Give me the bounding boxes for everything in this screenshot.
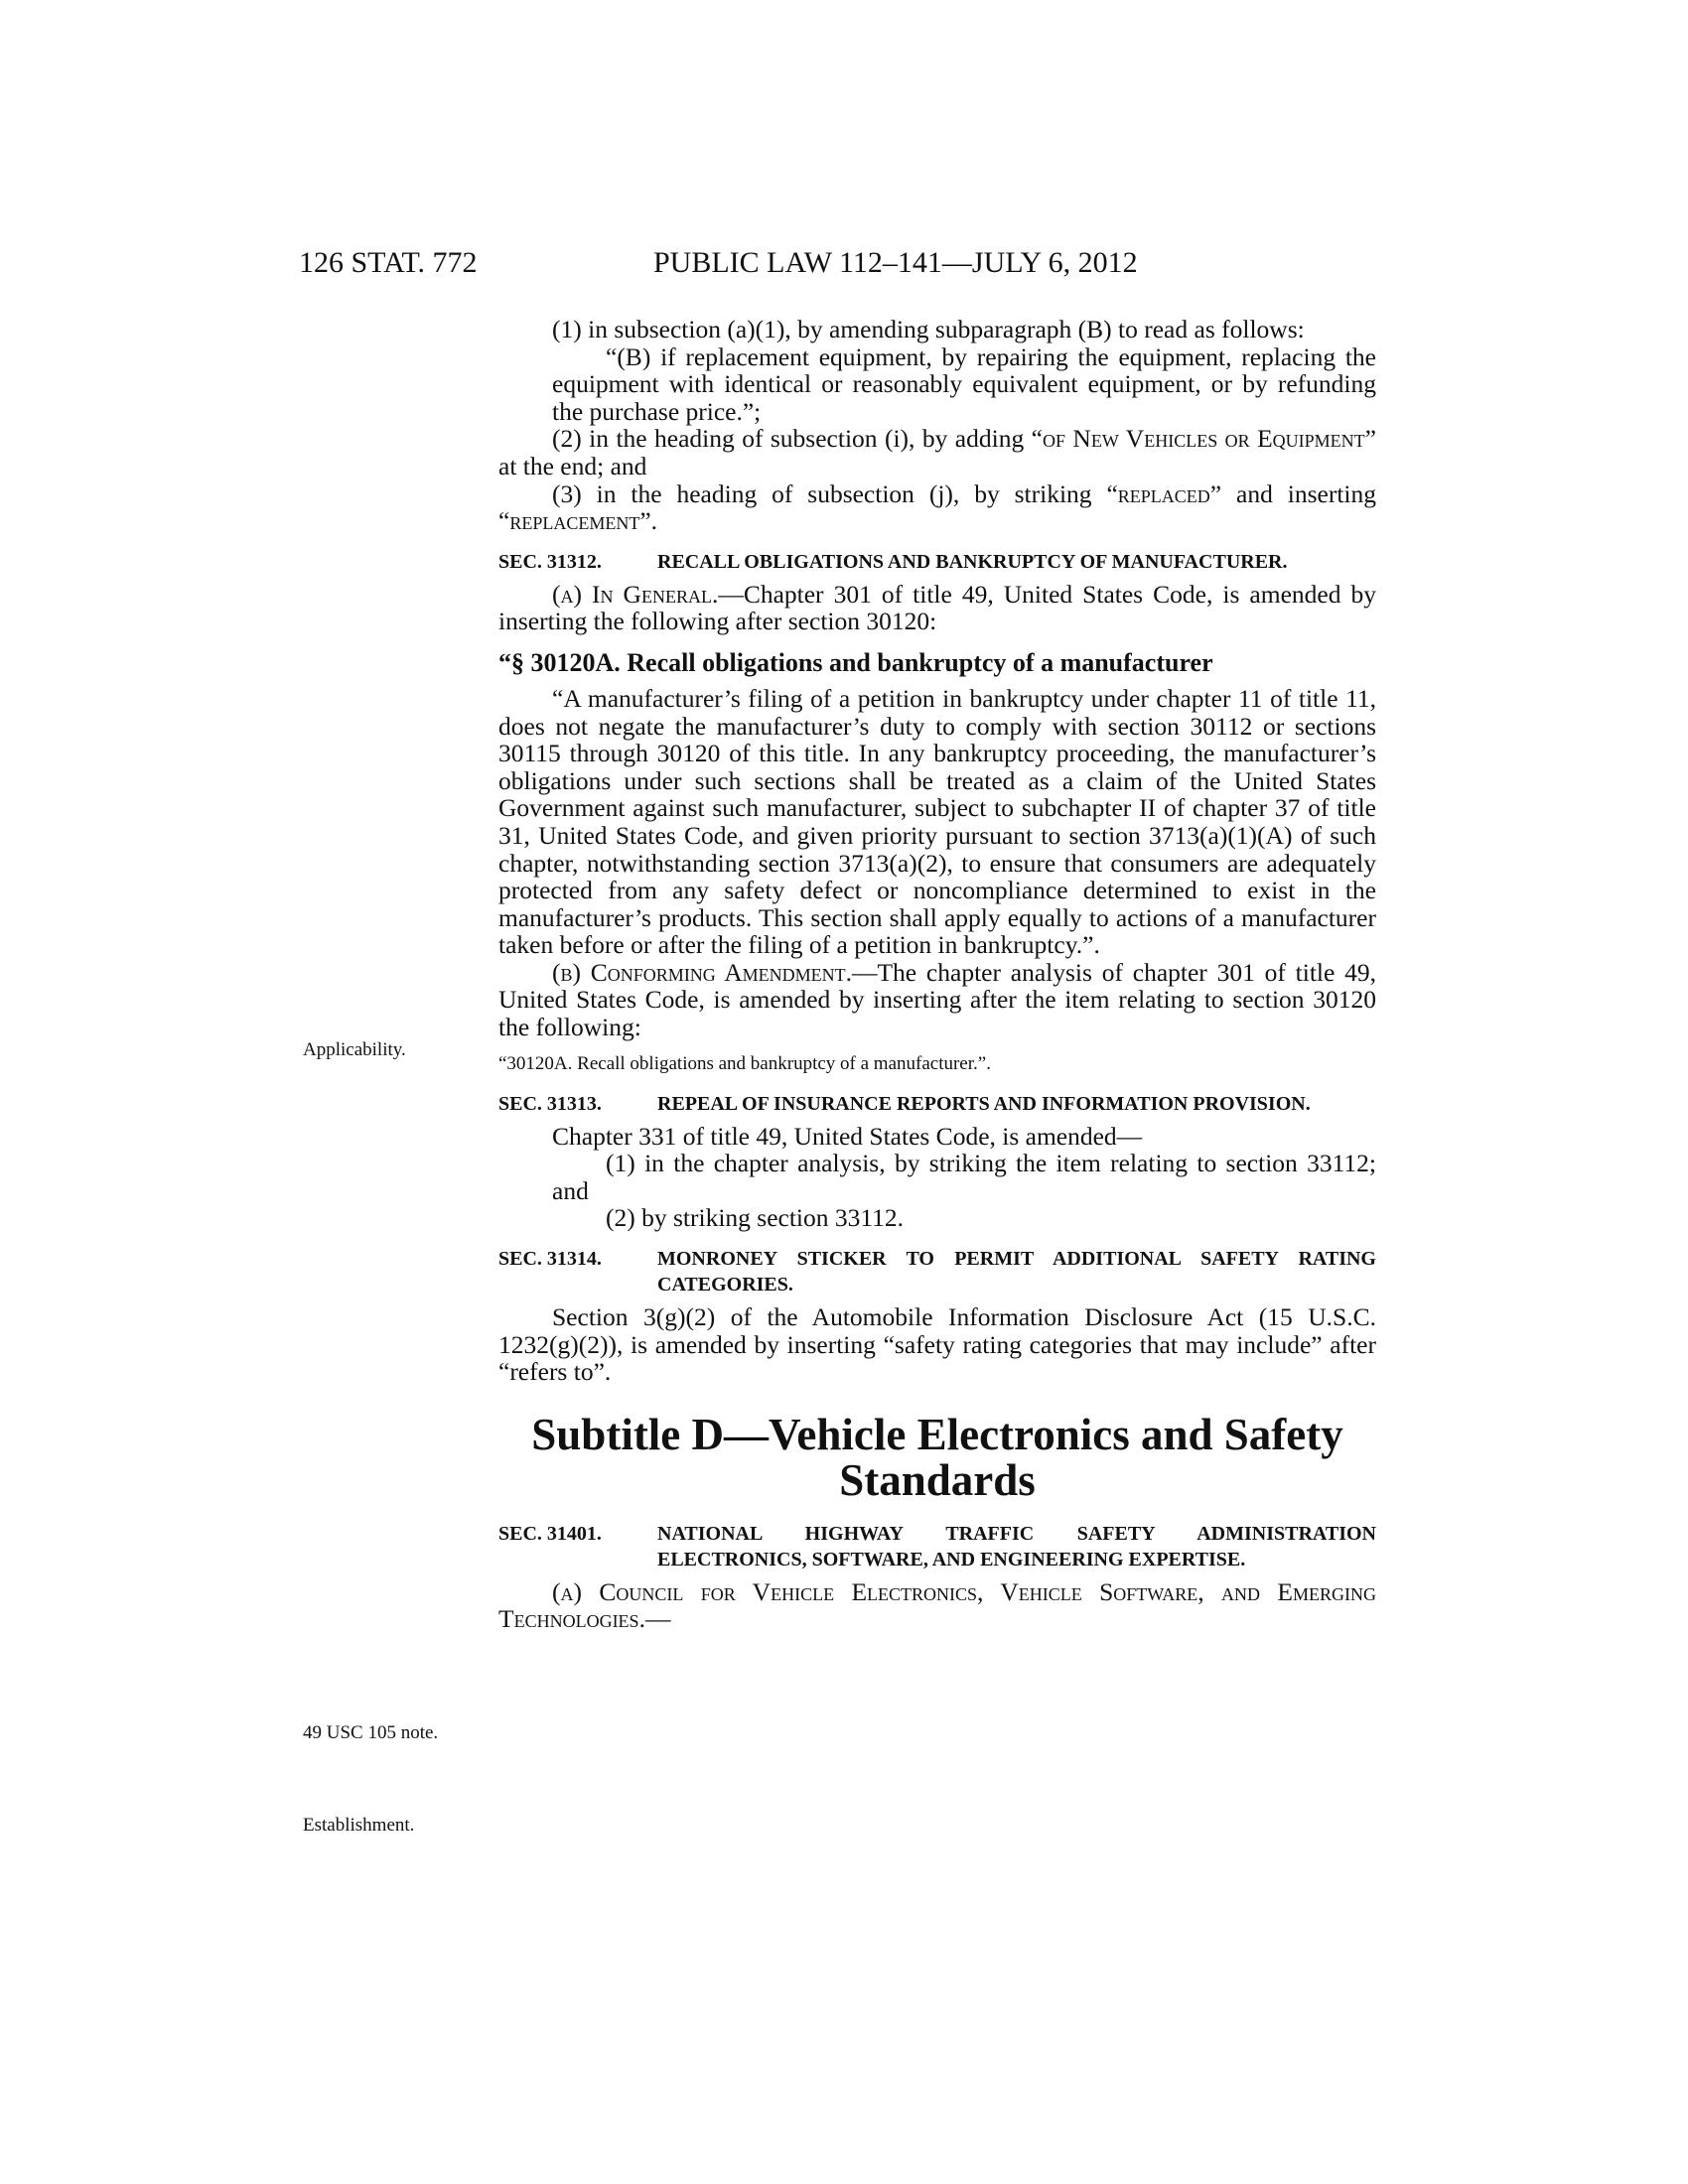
paragraph: “(B) if replacement equipment, by repairing the equipment, replacing the equipment with identical or reasonably equivalent equipment, or by refunding the purchase price.”; bbox=[552, 341, 1376, 426]
paragraph: (2) by striking section 33112. bbox=[606, 1203, 905, 1233]
section-heading: SEC. 31312. RECALL OBLIGATIONS AND BANKRUPTCY OF MANUFACTURER. bbox=[498, 550, 1288, 573]
margin-note-usc: 49 USC 105 note. bbox=[303, 1722, 439, 1743]
stat-page-number: 126 STAT. 772 bbox=[299, 246, 478, 279]
subtitle-heading: Subtitle D—Vehicle Electronics and Safety Standards bbox=[531, 1409, 1343, 1505]
running-title: PUBLIC LAW 112–141—JULY 6, 2012 bbox=[653, 246, 1138, 279]
section-heading: SEC. 31313. REPEAL OF INSURANCE REPORTS AND INFORMATION PROVISION. bbox=[498, 1092, 1311, 1115]
paragraph: (1) in the chapter analysis, by striking the item relating to section 33112; and bbox=[552, 1149, 1376, 1205]
paragraph: (3) in the heading of subsection (j), by striking “replaced” and inserting “replacement”. bbox=[498, 478, 1376, 536]
margin-note-applicability: Applicability. bbox=[303, 1039, 406, 1060]
paragraph: (a) Council for Vehicle Electronics, Vehicle Software, and Emerging Technologies.— bbox=[498, 1576, 1376, 1634]
section-heading: SEC. 31314. MONRONEY STICKER TO PERMIT ADDITIONAL SAFETY RATING CATEGORIES. bbox=[498, 1248, 1376, 1297]
paragraph: Chapter 331 of title 49, United States Code, is amended— bbox=[552, 1121, 1143, 1151]
paragraph: (a) In General.—Chapter 301 of title 49, United States Code, is amended by inserting the following after section 30120: bbox=[498, 579, 1376, 636]
analysis-item: “30120A. Recall obligations and bankruptcy of a manufacturer.”. bbox=[498, 1052, 991, 1074]
code-section-heading: “§ 30120A. Recall obligations and bankruptcy of a manufacturer bbox=[498, 647, 1213, 677]
margin-note-establishment: Establishment. bbox=[303, 1815, 415, 1836]
main-text-column bbox=[498, 316, 1376, 1633]
paragraph: “A manufacturer’s filing of a petition in bankruptcy under chapter 11 of title 11, does not negate the manufacturer’s duty to comply with section 30112 or sections 30115 through 30120 of this title. In any bankruptcy proceeding, the manufacturer’s obligations under such sections shall be treated as a claim of the United States Government against such manufacturer, subject to subchapter II of chapter 37 of title 31, United States Code, and given priority pursuant to section 3713(a)(1)(A) of such chapter, notwithstanding section 3713(a)(2), to ensure that consumers are adequately protected from any safety defect or noncompliance determined to exist in the manufacturer’s products. This section shall apply equally to actions of a manufacturer taken before or after the filing of a petition in bankruptcy.”. bbox=[498, 683, 1376, 960]
paragraph: (2) in the heading of subsection (i), by adding “of New Vehicles or Equipment” at the end; and bbox=[498, 424, 1376, 480]
page-header bbox=[0, 246, 1688, 286]
paragraph: (b) Conforming Amendment.—The chapter analysis of chapter 301 of title 49, United States Code, is amended by inserting after the item relating to section 30120 the following: bbox=[498, 957, 1376, 1042]
paragraph: (1) in subsection (a)(1), by amending subparagraph (B) to read as follows: bbox=[552, 315, 1305, 343]
section-heading: SEC. 31401. NATIONAL HIGHWAY TRAFFIC SAFETY ADMINISTRATION ELECTRONICS, SOFTWARE, AND ENGINEERING EXPERTISE. bbox=[498, 1522, 1376, 1570]
paragraph: Section 3(g)(2) of the Automobile Information Disclosure Act (15 U.S.C. 1232(g)(2)), is amended by inserting “safety rating categories that may include” after “refers to”. bbox=[498, 1302, 1376, 1387]
